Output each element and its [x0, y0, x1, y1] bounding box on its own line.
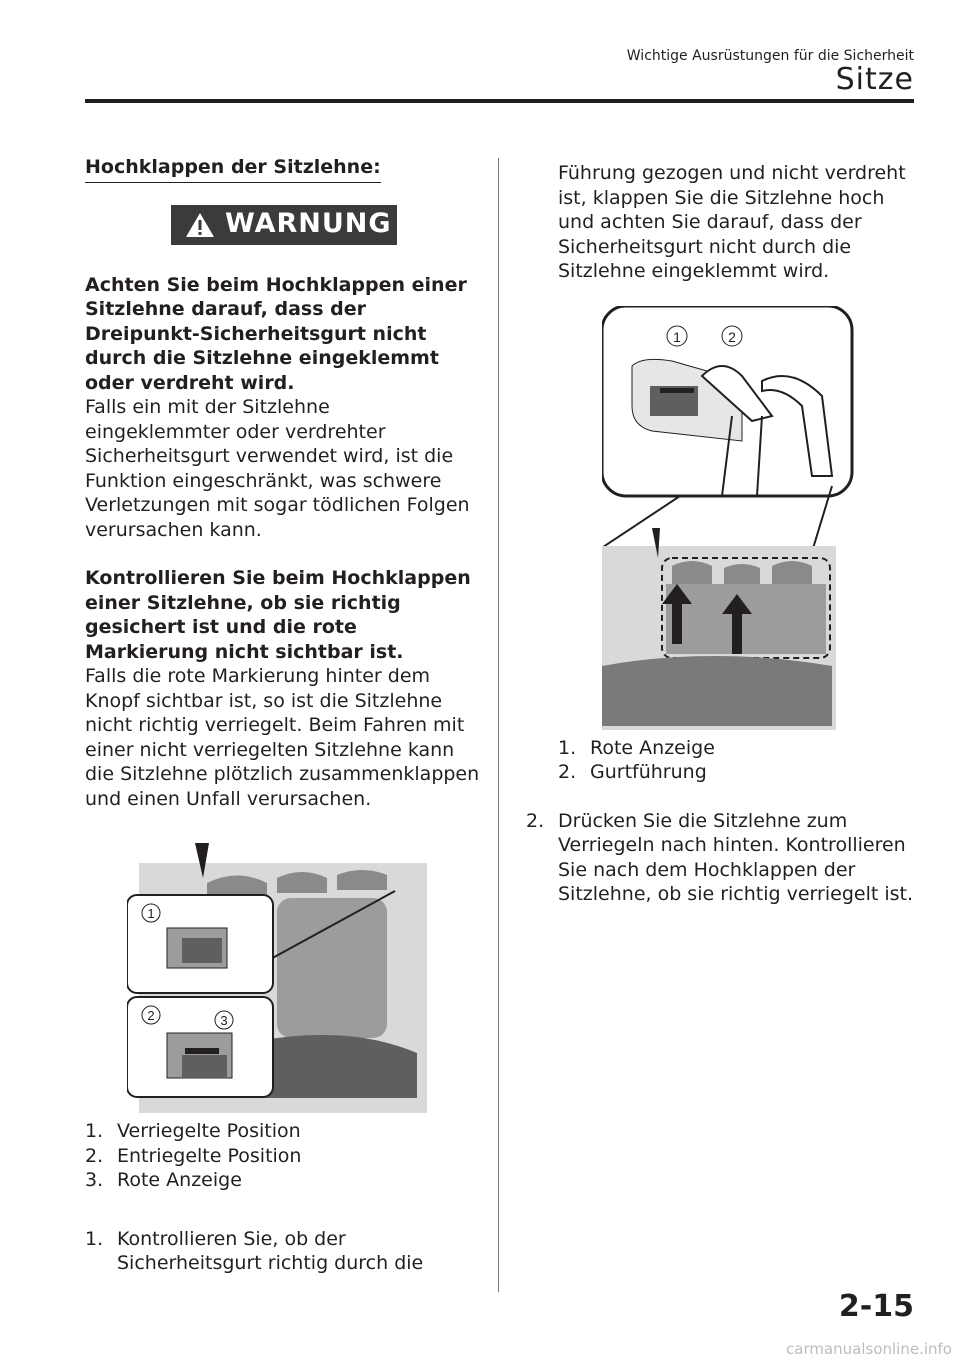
callout-2: 2	[728, 328, 736, 345]
right-column	[526, 161, 926, 907]
section-heading: Hochklappen der Sitzlehne:	[85, 155, 381, 183]
step-1	[85, 1227, 480, 1276]
legend-item: 2. Gurtführung	[558, 761, 707, 783]
warning-label: WARNUNG	[225, 208, 392, 240]
header-subtitle: Wichtige Ausrüstungen für die Sicherheit	[626, 48, 914, 64]
callout-1: 1	[147, 906, 155, 921]
left-column	[85, 155, 480, 1276]
belt-guide-figure	[602, 306, 894, 730]
warning-1-bold: Achten Sie beim Hochklappen einer Sitzlehne darauf, dass der Dreipunkt-Sicherheitsgurt nicht durch die Sitzlehne eingeklemmt oder verdreht wird.	[85, 273, 467, 394]
legend-item: 1. Verriegelte Position	[85, 1120, 301, 1142]
page-number: 2-15	[838, 1289, 914, 1324]
figure-legend	[558, 736, 926, 785]
warning-banner	[171, 205, 397, 245]
legend-item: 3. Rote Anzeige	[85, 1169, 242, 1191]
warning-2-bold: Kontrollieren Sie beim Hochklappen einer Sitzlehne, ob sie richtig gesichert ist und die rote Markierung nicht sichtbar ist.	[85, 567, 471, 663]
step-number: 2.	[526, 809, 545, 832]
step-2-continued: Verriegeln nach hinten. Kontrollieren Sie nach dem Hochklappen der Sitzlehne, ob sie richtig verriegelt ist.	[558, 834, 913, 905]
legend-item: 1. Rote Anzeige	[558, 736, 715, 759]
warning-triangle-icon	[185, 211, 215, 239]
legend-item: 2. Entriegelte Position	[85, 1144, 302, 1167]
step-1-continued: Führung gezogen und nicht verdreht ist, klappen Sie die Sitzlehne hoch und achten Sie darauf, dass der Sicherheitsgurt nicht durch die Sitzlehne eingeklemmt wird.	[558, 162, 906, 282]
page-title: Sitze	[835, 62, 914, 97]
callout-2: 2	[147, 1008, 155, 1023]
seat-lock-illustration	[127, 843, 427, 1113]
column-divider	[498, 158, 499, 1292]
belt-guide-illustration	[602, 306, 894, 730]
header-rule	[85, 99, 914, 103]
warning-1-text: Falls ein mit der Sitzlehne eingeklemmter oder verdrehter Sicherheitsgurt verwendet wird, ist die Funktion eingeschränkt, was schwere Verletzungen mit sogar tödlichen Folgen verursachen kann.	[85, 396, 470, 541]
footer-watermark: carmanualsonline.info	[786, 1340, 952, 1358]
warning-2-text: Falls die rote Markierung hinter dem Knopf sichtbar ist, so ist die Sitzlehne nicht richtig verriegelt. Beim Fahren mit einer nicht verriegelten Sitzlehne kann die Sitzlehne plötzlich zusammenklappen und einen Unfall verursachen.	[85, 665, 480, 810]
figure-legend	[85, 1119, 480, 1193]
seat-lock-figure	[127, 843, 427, 1113]
step-2	[526, 809, 926, 834]
callout-1: 1	[673, 328, 681, 345]
callout-3: 3	[220, 1013, 228, 1028]
step-number: 1.	[85, 1227, 104, 1250]
step-text: Kontrollieren Sie, ob der Sicherheitsgurt richtig durch die	[117, 1227, 424, 1274]
step-text: Drücken Sie die Sitzlehne zum	[558, 809, 848, 832]
